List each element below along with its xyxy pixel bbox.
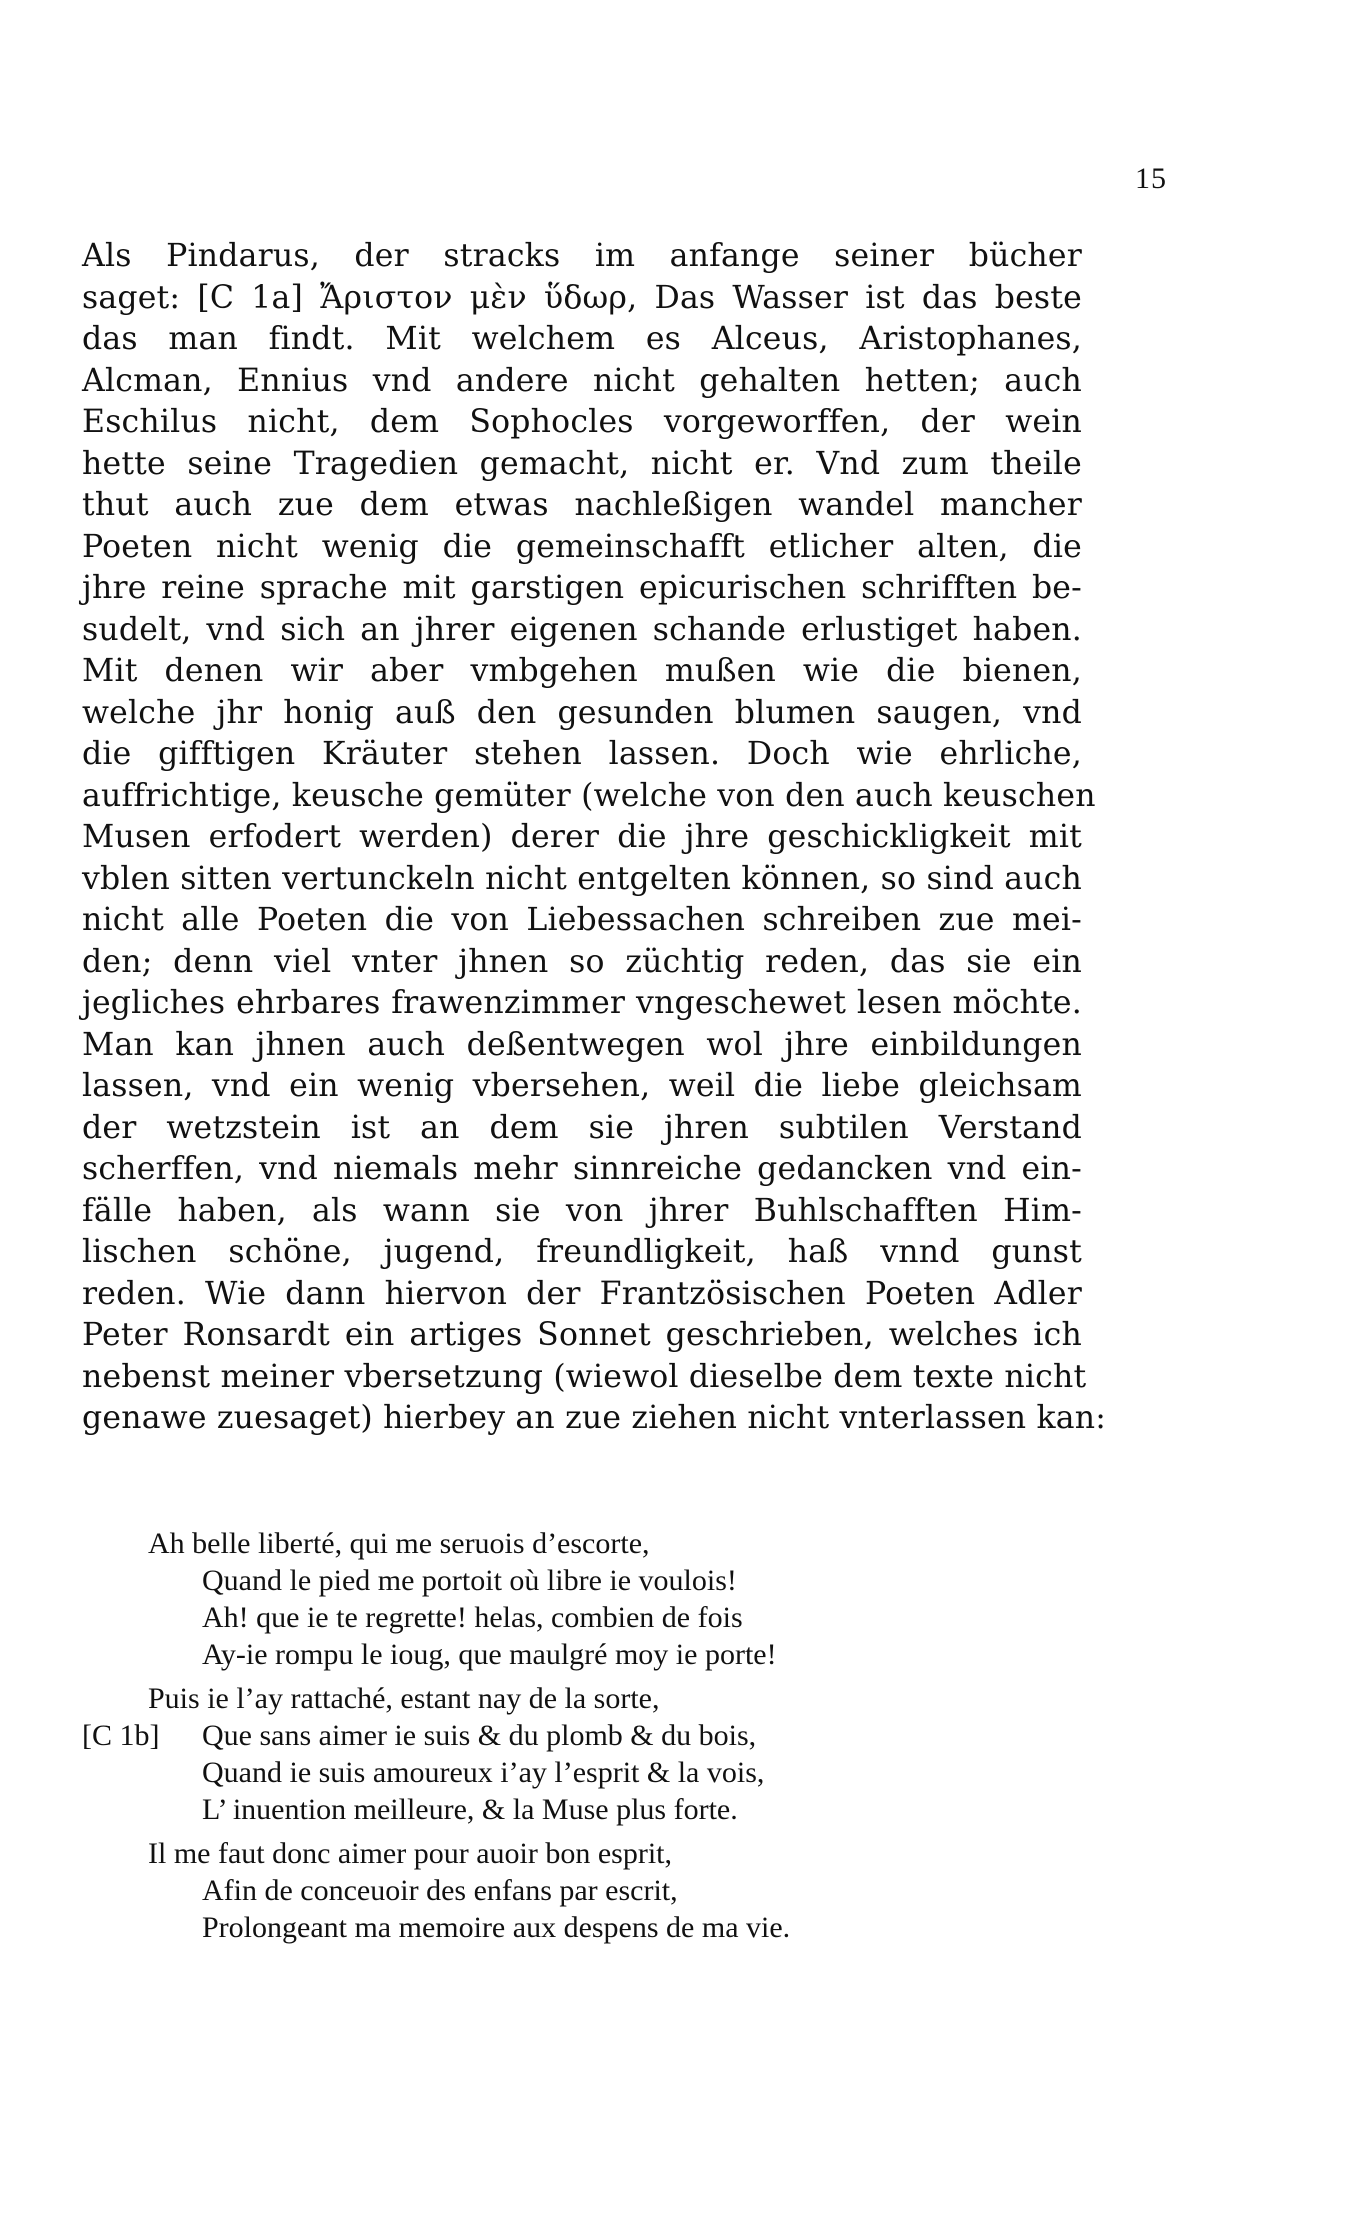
poem-line: Que sans aimer ie suis & du plomb & du bois, xyxy=(202,1719,757,1752)
poem-line: Quand ie suis amoureux i’ay l’esprit & la vois, xyxy=(202,1756,765,1789)
prose-line: nicht alle Poeten die von Liebessachen schreiben zue mei- xyxy=(82,902,1082,938)
prose-line: den; denn viel vnter jhnen so züchtig reden, das sie ein xyxy=(82,943,1082,980)
poem-line-with-marker xyxy=(82,1717,1082,1754)
prose-line: Eschilus nicht, dem Sophocles vorgeworffen, der wein xyxy=(82,404,1082,440)
poem-stanza xyxy=(82,1525,1082,1673)
poem-line: Ay-ie rompu le ioug, que maulgré moy ie porte! xyxy=(202,1638,777,1671)
prose-line: vblen sitten vertunckeln nicht entgelten können, so sind auch xyxy=(82,860,1082,897)
prose-line: Musen erfodert werden) derer die jhre geschickligkeit mit xyxy=(82,819,1082,855)
poem-stanza xyxy=(82,1680,1082,1828)
prose-line: Peter Ronsardt ein artiges Sonnet geschrieben, welches ich xyxy=(82,1317,1082,1353)
sonnet xyxy=(82,1525,1082,1953)
prose-line: fälle haben, als wann sie von jhrer Buhlschafften Him- xyxy=(82,1192,1082,1229)
prose-line: der wetzstein ist an dem sie jhren subtilen Verstand xyxy=(82,1109,1082,1146)
prose-line: Als Pindarus, der stracks im anfange seiner bücher xyxy=(82,238,1082,274)
prose-line: scherffen, vnd niemals mehr sinnreiche gedancken vnd ein- xyxy=(82,1151,1082,1187)
poem-line: Ah belle liberté, qui me seruois d’escorte, xyxy=(148,1527,650,1560)
prose-paragraph xyxy=(82,236,1107,1440)
prose-line: lassen, vnd ein wenig vbersehen, weil die liebe gleichsam xyxy=(82,1068,1082,1104)
poem-line: Il me faut donc aimer pour auoir bon esprit, xyxy=(148,1837,673,1870)
poem-line: Puis ie l’ay rattaché, estant nay de la sorte, xyxy=(148,1682,660,1715)
prose-line: nebenst meiner vbersetzung (wiewol dieselbe dem texte nicht xyxy=(82,1358,1087,1395)
prose-line: genawe zuesaget) hierbey an zue ziehen nicht vnterlassen kan: xyxy=(82,1400,1107,1436)
prose-line: das man findt. Mit welchem es Alceus, Aristophanes, xyxy=(82,321,1082,357)
page-number: 15 xyxy=(1135,162,1167,195)
prose-line: Poeten nicht wenig die gemeinschafft etlicher alten, die xyxy=(82,528,1082,565)
prose-line: Alcman, Ennius vnd andere nicht gehalten hetten; auch xyxy=(82,362,1082,399)
prose-line: thut auch zue dem etwas nachleßigen wandel mancher xyxy=(82,487,1082,523)
prose-line: jhre reine sprache mit garstigen epicurischen schrifften be- xyxy=(82,570,1082,606)
prose-line: sudelt, vnd sich an jhrer eigenen schande erlustiget haben. xyxy=(82,611,1082,648)
poem-line: Prolongeant ma memoire aux despens de ma vie. xyxy=(202,1911,791,1944)
prose-line: jegliches ehrbares frawenzimmer vngeschewet lesen möchte. xyxy=(82,985,1082,1021)
prose-line: Mit denen wir aber vmbgehen mußen wie die bienen, xyxy=(82,653,1082,689)
poem-line: Afin de conceuoir des enfans par escrit, xyxy=(202,1874,678,1907)
prose-line: welche jhr honig auß den gesunden blumen saugen, vnd xyxy=(82,694,1082,731)
poem-line: Quand le pied me portoit où libre ie voulois! xyxy=(202,1564,737,1597)
prose-line: Man kan jhnen auch deßentwegen wol jhre einbildungen xyxy=(82,1026,1082,1063)
prose-line: saget: [C 1a] Ἄριστον μὲν ὕδωρ, Das Wasser ist das beste xyxy=(82,279,1082,316)
prose-line: die gifftigen Kräuter stehen lassen. Doch wie ehrliche, xyxy=(82,736,1082,772)
prose-line: reden. Wie dann hiervon der Frantzösischen Poeten Adler xyxy=(82,1275,1082,1312)
poem-line: L’ inuention meilleure, & la Muse plus forte. xyxy=(202,1793,738,1826)
prose-line: hette seine Tragedien gemacht, nicht er. Vnd zum theile xyxy=(82,445,1082,482)
poem-stanza xyxy=(82,1835,1082,1946)
page-reference-marker: [C 1b] xyxy=(82,1719,160,1752)
poem-line: Ah! que ie te regrette! helas, combien de fois xyxy=(202,1601,743,1634)
prose-line: lischen schöne, jugend, freundligkeit, haß vnnd gunst xyxy=(82,1234,1082,1270)
prose-line: auffrichtige, keusche gemüter (welche von den auch keuschen xyxy=(82,777,1096,814)
